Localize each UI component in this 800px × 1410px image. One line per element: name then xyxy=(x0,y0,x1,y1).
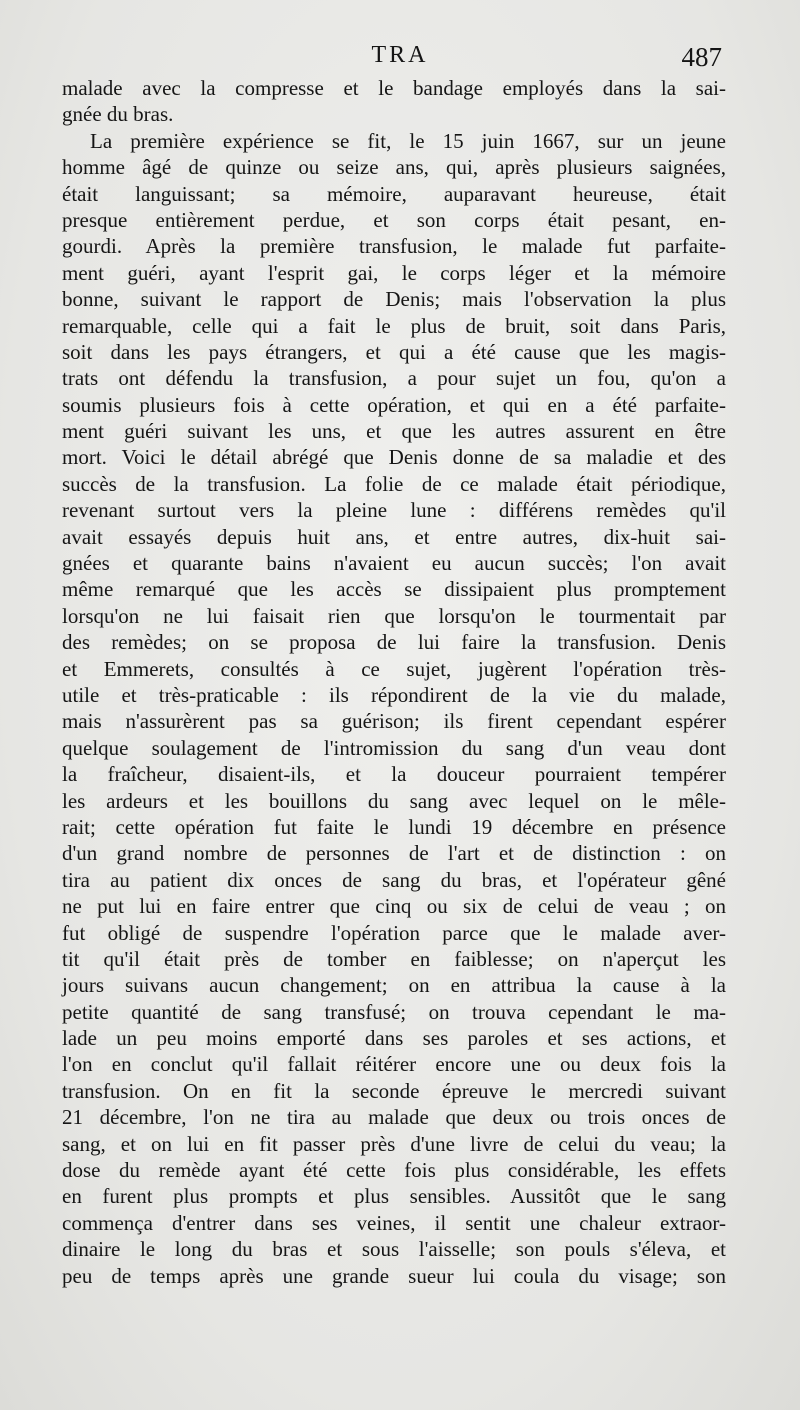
text-line: les ardeurs et les bouillons du sang avec lequel on le mêle- xyxy=(62,788,726,813)
text-line: peu de temps après une grande sueur lui coula du visage; son xyxy=(62,1263,726,1288)
text-line: succès de la transfusion. La folie de ce malade était périodique, xyxy=(62,471,726,496)
text-line: dinaire le long du bras et sous l'aisselle; son pouls s'éleva, et xyxy=(62,1237,726,1262)
text-line: petite quantité de sang transfusé; on trouva cependant le ma- xyxy=(62,999,726,1024)
text-line: utile et très-praticable : ils répondirent de la vie du malade, xyxy=(62,682,726,707)
text-line: gnée du bras. xyxy=(62,102,174,127)
running-head xyxy=(0,42,800,72)
text-line: mais n'assurèrent pas sa guérison; ils firent cependant espérer xyxy=(62,709,726,734)
text-line: soumis plusieurs fois à cette opération, et qui en a été parfaite- xyxy=(62,392,726,417)
text-line: mort. Voici le détail abrégé que Denis donne de sa maladie et des xyxy=(62,445,726,470)
text-line: ment guéri suivant les uns, et que les autres assurent en être xyxy=(62,419,726,444)
text-line: tit qu'il était près de tomber en faiblesse; on n'aperçut les xyxy=(62,946,726,971)
text-line: en furent plus prompts et plus sensibles. Aussitôt que le sang xyxy=(62,1184,726,1209)
text-line: transfusion. On en fit la seconde épreuve le mercredi suivant xyxy=(62,1078,726,1103)
text-line: trats ont défendu la transfusion, a pour sujet un fou, qu'on a xyxy=(62,366,726,391)
text-line: remarquable, celle qui a fait le plus de bruit, soit dans Paris, xyxy=(62,313,726,338)
text-line: commença d'entrer dans ses veines, il sentit une chaleur extraor- xyxy=(62,1210,726,1235)
text-line: dose du remède ayant été cette fois plus considérable, les effets xyxy=(62,1158,726,1183)
text-line: homme âgé de quinze ou seize ans, qui, après plusieurs saignées, xyxy=(62,155,726,180)
text-line: et Emmerets, consultés à ce sujet, jugèrent l'opération très- xyxy=(62,656,726,681)
text-line: revenant surtout vers la pleine lune : différens remèdes qu'il xyxy=(62,498,726,523)
text-line: tira au patient dix onces de sang du bras, et l'opérateur gêné xyxy=(62,867,726,892)
text-line: 21 décembre, l'on ne tira au malade que deux ou trois onces de xyxy=(62,1105,726,1130)
text-line: quelque soulagement de l'intromission du sang d'un veau dont xyxy=(62,735,726,760)
text-line: ne put lui en faire entrer que cinq ou six de celui de veau ; on xyxy=(62,894,726,919)
text-line: gnées et quarante bains n'avaient eu aucun succès; l'on avait xyxy=(62,551,726,576)
page-number: 487 xyxy=(681,42,722,72)
text-line: fut obligé de suspendre l'opération parce que le malade aver- xyxy=(62,920,726,945)
text-line: gourdi. Après la première transfusion, le malade fut parfaite- xyxy=(62,234,726,259)
text-line: ment guéri, ayant l'esprit gai, le corps léger et la mémoire xyxy=(62,260,726,285)
text-line: La première expérience se fit, le 15 juin 1667, sur un jeune xyxy=(90,128,726,153)
body-text xyxy=(62,75,726,1289)
text-line: la fraîcheur, disaient-ils, et la douceur pourraient tempérer xyxy=(62,762,726,787)
text-line: d'un grand nombre de personnes de l'art et de distinction : on xyxy=(62,841,726,866)
text-line: lade un peu moins emporté dans ses paroles et ses actions, et xyxy=(62,1026,726,1051)
text-line: rait; cette opération fut faite le lundi 19 décembre en présence xyxy=(62,814,726,839)
text-line: malade avec la compresse et le bandage employés dans la sai- xyxy=(62,76,726,100)
text-line: des remèdes; on se proposa de lui faire la transfusion. Denis xyxy=(62,630,726,655)
text-line: soit dans les pays étrangers, et qui a été cause que les magis- xyxy=(62,339,726,364)
text-line: même remarqué que les accès se dissipaient plus promptement xyxy=(62,577,726,602)
text-line: était languissant; sa mémoire, auparavant heureuse, était xyxy=(62,181,726,206)
text-line: jours suivans aucun changement; on en attribua la cause à la xyxy=(62,973,726,998)
text-line: l'on en conclut qu'il fallait réitérer encore une ou deux fois la xyxy=(62,1052,726,1077)
text-line: sang, et on lui en fit passer près d'une livre de celui du veau; la xyxy=(62,1131,726,1156)
running-head-title: TRA xyxy=(371,42,429,68)
text-line: avait essayés depuis huit ans, et entre autres, dix-huit sai- xyxy=(62,524,726,549)
text-line: bonne, suivant le rapport de Denis; mais l'observation la plus xyxy=(62,287,726,312)
text-line: lorsqu'on ne lui faisait rien que lorsqu'on le tourmentait par xyxy=(62,603,726,628)
text-line: presque entièrement perdue, et son corps était pesant, en- xyxy=(62,207,726,232)
